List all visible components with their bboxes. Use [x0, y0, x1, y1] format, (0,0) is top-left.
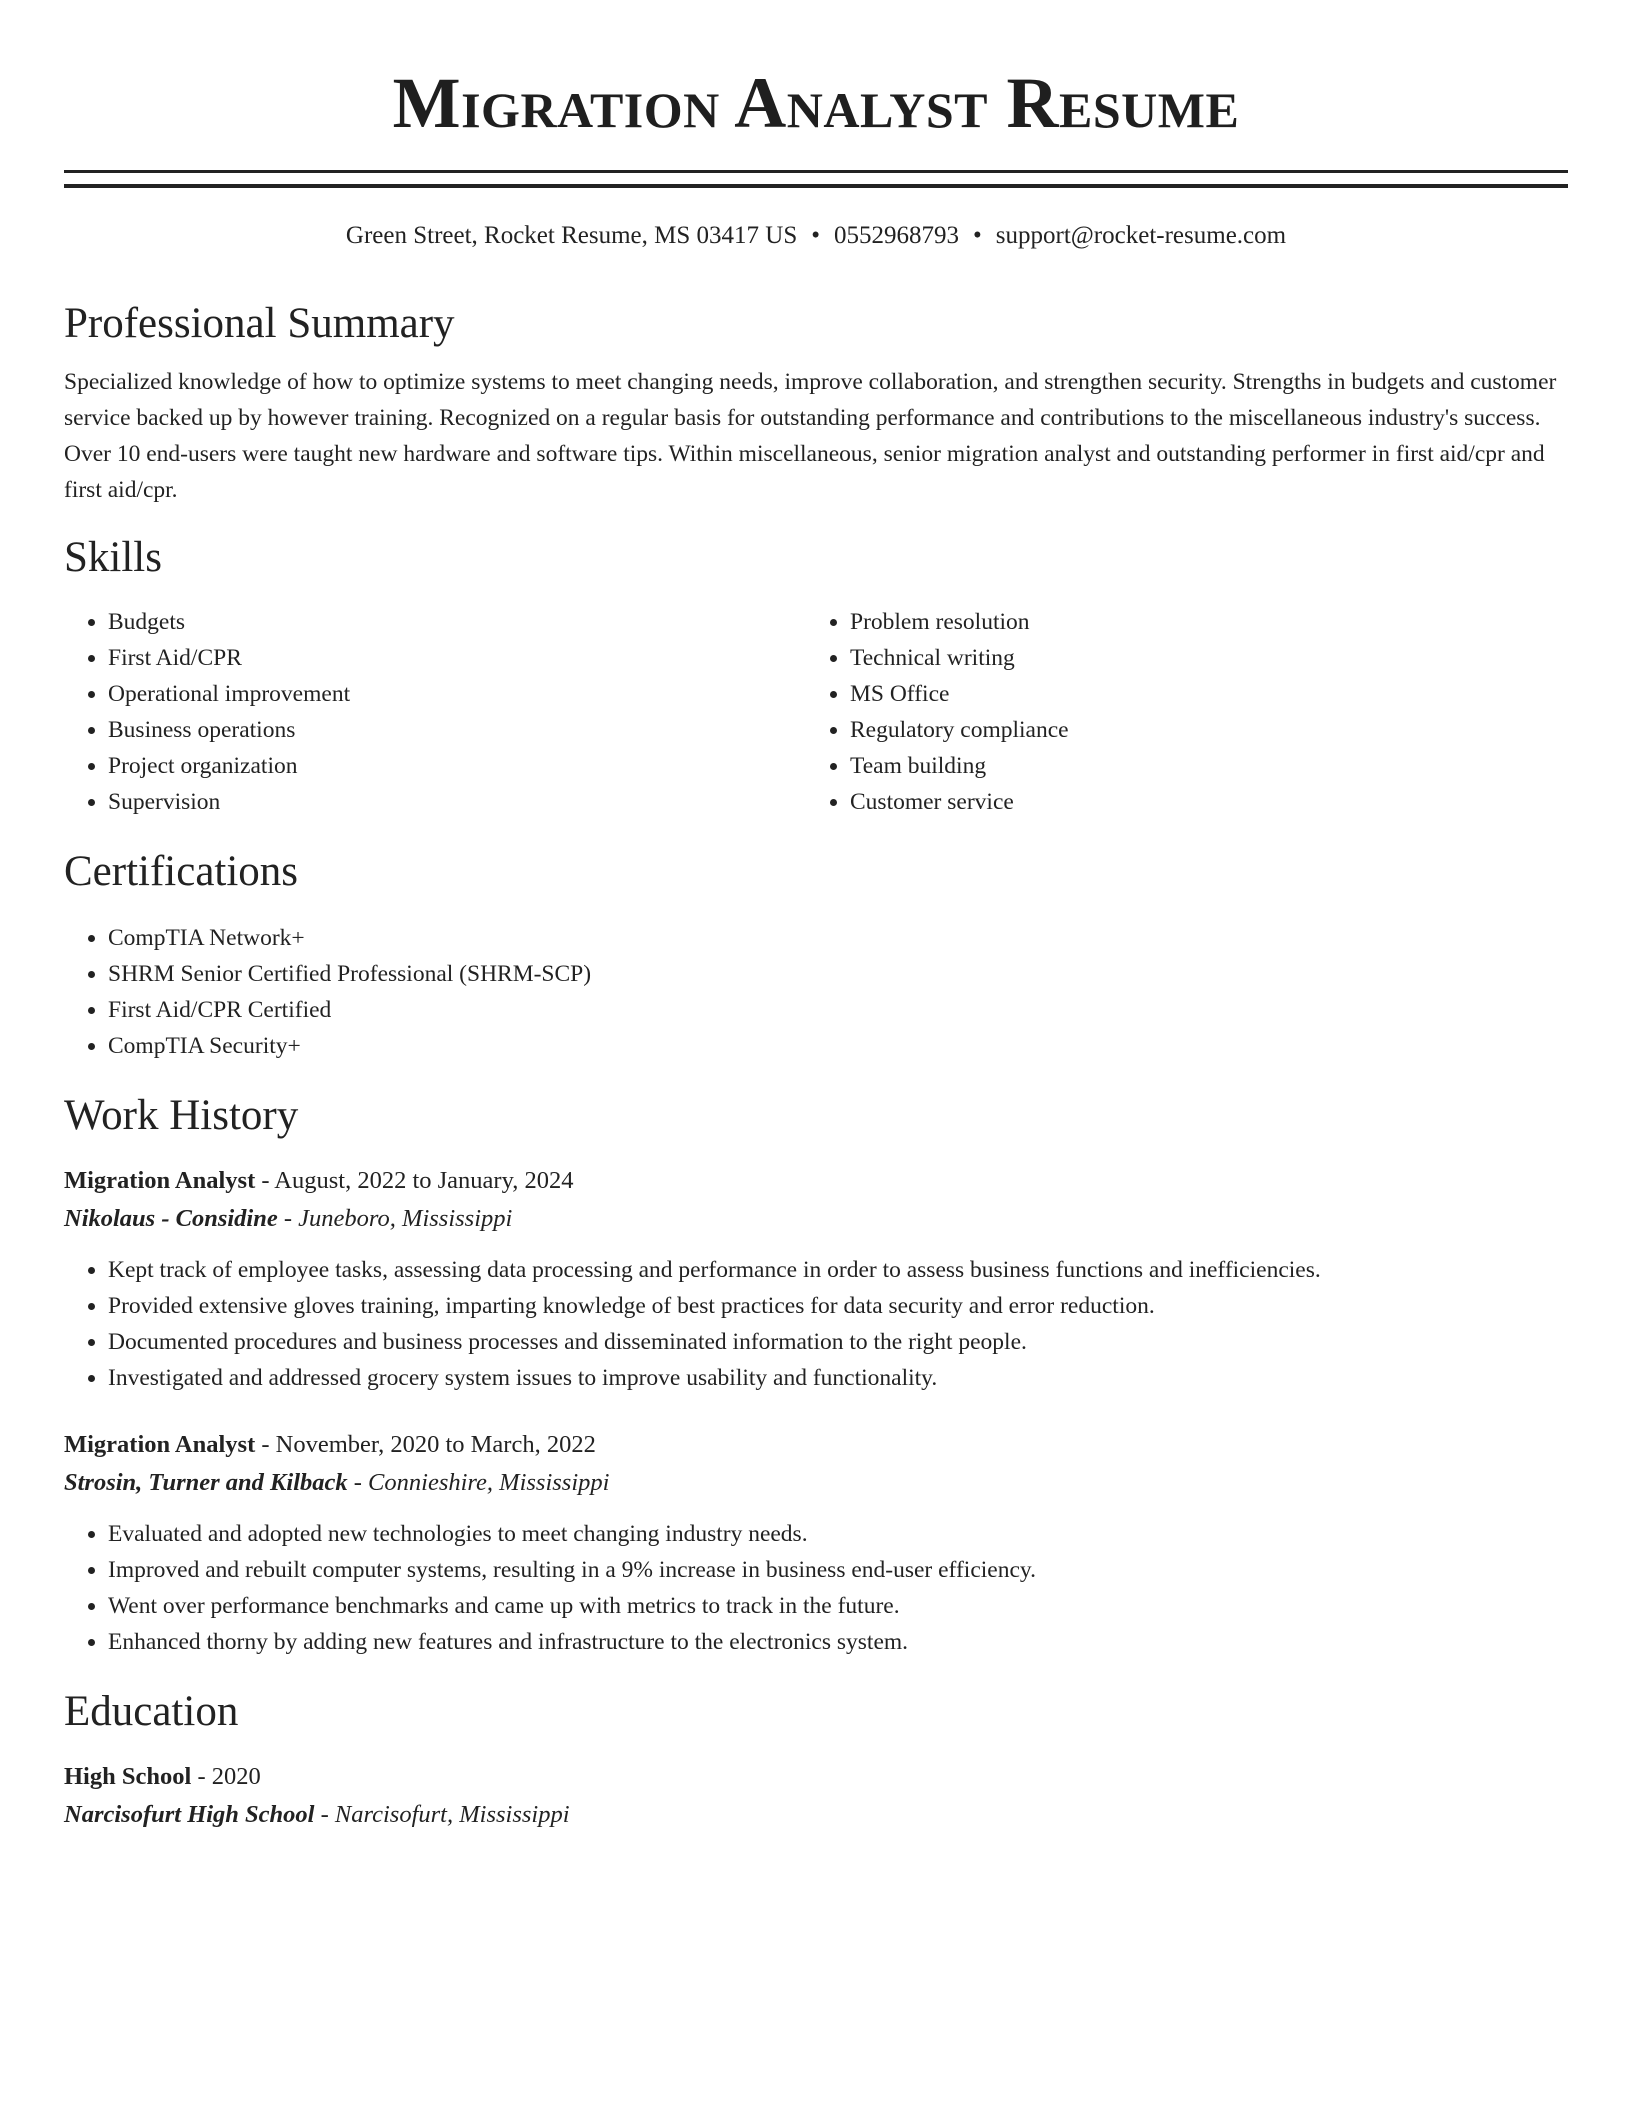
work-history-heading: Work History	[64, 1092, 299, 1139]
skill-item: • Technical writing	[850, 640, 1548, 676]
job-bullets	[64, 1252, 1568, 1396]
education-degree: High School	[64, 1763, 192, 1790]
skill-item: • First Aid/CPR	[108, 640, 806, 676]
job-location: - Juneboro, Mississippi	[277, 1205, 513, 1232]
skill-item: • Business operations	[108, 712, 806, 748]
certification-item: • CompTIA Security+	[108, 1028, 1568, 1064]
skill-item: • Supervision	[108, 784, 806, 820]
job-title: Migration Analyst	[64, 1167, 256, 1194]
job-company: Strosin, Turner and Kilback	[64, 1469, 348, 1496]
contact-phone: 0552968793	[834, 222, 960, 249]
contact-separator: •	[973, 222, 982, 249]
contact-address: Green Street, Rocket Resume, MS 03417 US	[345, 222, 798, 249]
skill-item: • Team building	[850, 748, 1548, 784]
skill-item: • Budgets	[108, 604, 806, 640]
contact-line	[64, 218, 1568, 254]
resume-title: Migration Analyst Resume	[392, 63, 1240, 143]
job-bullet: • Provided extensive gloves training, imparting knowledge of best practices for data security and error reduction.	[108, 1288, 1568, 1324]
certification-item: • First Aid/CPR Certified	[108, 992, 1568, 1028]
education-location: - Narcisofurt, Mississippi	[314, 1801, 570, 1828]
skills-column-left	[64, 604, 806, 820]
skill-item: • Operational improvement	[108, 676, 806, 712]
education-degree-line	[64, 1758, 1568, 1796]
job-location: - Connieshire, Mississippi	[347, 1469, 610, 1496]
job-entry	[64, 1426, 1568, 1660]
skill-item: • Customer service	[850, 784, 1548, 820]
skills-list-right	[806, 604, 1548, 820]
certification-item: • SHRM Senior Certified Professional (SHRM-SCP)	[108, 956, 1568, 992]
education-heading: Education	[64, 1688, 239, 1735]
contact-separator: •	[811, 222, 821, 249]
skills-columns	[64, 604, 1568, 820]
education-year: - 2020	[191, 1763, 261, 1790]
certifications-heading: Certifications	[64, 848, 299, 895]
certification-item: • CompTIA Network+	[108, 920, 1568, 956]
job-company-line	[64, 1200, 1568, 1238]
skills-list-left	[64, 604, 806, 820]
skill-item: • MS Office	[850, 676, 1548, 712]
summary-section	[64, 298, 1568, 508]
education-school-line	[64, 1796, 1568, 1834]
skill-item: • Project organization	[108, 748, 806, 784]
job-title-line	[64, 1162, 1568, 1200]
skills-column-right	[806, 604, 1548, 820]
certifications-section	[64, 846, 1568, 1064]
job-bullet: • Went over performance benchmarks and came up with metrics to track in the future.	[108, 1588, 1568, 1624]
summary-heading: Professional Summary	[64, 300, 455, 347]
job-company-line	[64, 1464, 1568, 1502]
job-bullets	[64, 1516, 1568, 1660]
job-bullet: • Improved and rebuilt computer systems, resulting in a 9% increase in business end-user efficiency.	[108, 1552, 1568, 1588]
title-divider	[64, 170, 1568, 188]
skill-item: • Problem resolution	[850, 604, 1548, 640]
job-bullet: • Evaluated and adopted new technologies to meet changing industry needs.	[108, 1516, 1568, 1552]
certifications-list	[64, 920, 1568, 1064]
job-dates: - August, 2022 to January, 2024	[255, 1167, 574, 1194]
work-history-section	[64, 1090, 1568, 1660]
job-title-line	[64, 1426, 1568, 1464]
job-bullet: • Investigated and addressed grocery system issues to improve usability and functionality.	[108, 1360, 1568, 1396]
job-bullet: • Documented procedures and business processes and disseminated information to the right people.	[108, 1324, 1568, 1360]
education-entry	[64, 1758, 1568, 1834]
job-company: Nikolaus - Considine	[64, 1205, 278, 1232]
skills-heading: Skills	[64, 534, 162, 581]
job-bullet: • Kept track of employee tasks, assessing data processing and performance in order to assess business functions and inefficiencies.	[108, 1252, 1568, 1288]
job-dates: - November, 2020 to March, 2022	[255, 1431, 596, 1458]
summary-text: Specialized knowledge of how to optimize systems to meet changing needs, improve collaboration, and strengthen security. Strengths in budgets and customer service backed up by however training. Recognized on a regular basis for outstanding performance and contributions to the miscellaneous industry's success. Over 10 end-users were taught new hardware and software tips. Within miscellaneous, senior migration analyst and outstanding performer in first aid/cpr and first aid/cpr.	[64, 369, 1557, 503]
skill-item: • Regulatory compliance	[850, 712, 1548, 748]
contact-email: support@rocket-resume.com	[995, 222, 1287, 249]
job-entry	[64, 1162, 1568, 1396]
job-title: Migration Analyst	[64, 1431, 256, 1458]
job-bullet: • Enhanced thorny by adding new features and infrastructure to the electronics system.	[108, 1624, 1568, 1660]
skills-section	[64, 532, 1568, 820]
education-school: Narcisofurt High School	[64, 1801, 315, 1828]
education-section	[64, 1686, 1568, 1834]
